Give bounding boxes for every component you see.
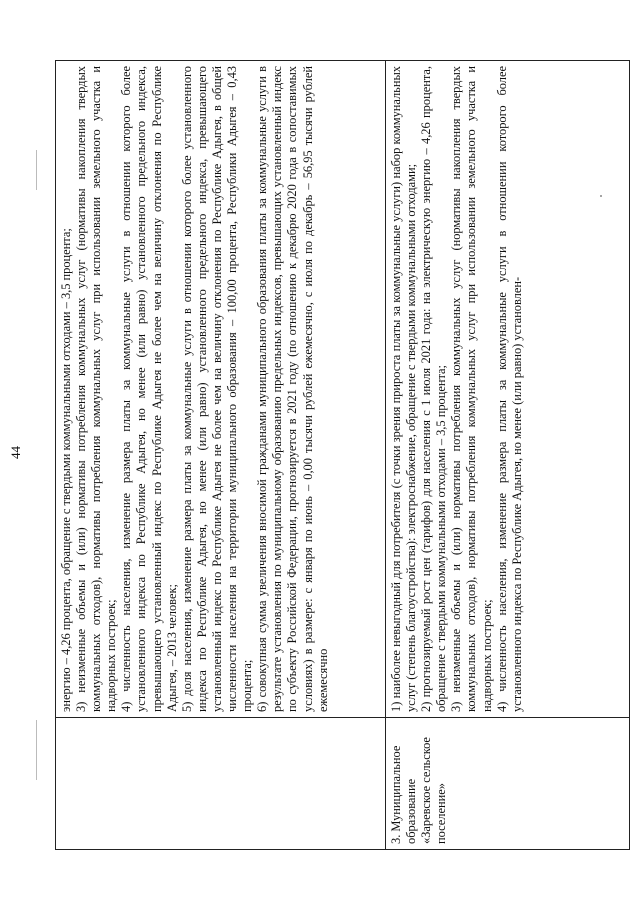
list-item: 4) численность населения, изменение размера платы за коммунальные услуги в отношении которого более установленного индекса по Республике Адыгея, но менее (или равно) установленного предельного индекса, превышающего установленный индекс по Республике Адыгея не более чем на величину отклонения по Республике Адыгея, – 2013 человек; [119, 66, 179, 712]
content-cell [56, 61, 386, 718]
scan-edge-mark [36, 720, 37, 780]
list-item: 3) неизменные объемы и (или) нормативы потребления коммунальных услуг (нормативы накопления твердых коммунальных отходов), нормативы потребления коммунальных услуг при использовании земельного участка и надворных построек; [449, 66, 494, 712]
table-row [56, 61, 386, 850]
list-item: 1) наиболее невыгодный для потребителя (с точки зрения прироста платы за коммунальные услуги) набор коммунальных услуг (степень благоустройства): электроснабжение, обращение с твердыми коммунальными отходами; [389, 66, 419, 712]
list-item: 3) неизменные объемы и (или) нормативы потребления коммунальных услуг (нормативы накопления твердых коммунальных отходов), нормативы потребления коммунальных услуг при использовании земельного участка и надворных построек; [74, 66, 119, 712]
entity-name-cell [386, 718, 630, 850]
scan-edge-mark [36, 150, 37, 190]
list-item: 2) прогнозируемый рост цен (тарифов) для населения с 1 июля 2021 года: на электрическую энергию – 4,26 процента, обращение с твердыми коммунальными отходами – 3,5 процента; [419, 66, 449, 712]
scan-dot [600, 195, 602, 197]
list-item: энергию – 4,26 процента, обращение с твердыми коммунальными отходами – 3,5 процента; [59, 228, 73, 712]
document-table [55, 60, 630, 850]
list-item: 5) доля населения, изменение размера платы за коммунальные услуги в отношении которого более установленного индекса по Республике Адыгея, но менее (или равно) установленного предельного индекса, превышающего установленный индекс по Республике Адыгея не более чем на величину отклонения по Республике Адыгея, в общей численности населения на территории муниципального образования – 100,00 процента, Республики Адыгея – 0,43 процента; [179, 66, 255, 712]
entity-name: 3. Муниципальное образование «Заревское сельское поселение» [389, 737, 449, 844]
table-row [386, 61, 630, 850]
page-number: 44 [8, 446, 23, 459]
list-item: 6) совокупная сумма увеличения вносимой гражданами муниципального образования платы за коммунальные услуги в результате установления по муниципальному образованию предельных индексов, превышающих установленный индекс по субъекту Российской Федерации, прогнозируется в 2021 году (по отношению к декабрю 2020 года в сопоставимых условиях) в размере: с января по июнь – 0,00 тысячи рублей ежемесячно, с июля по декабрь – 56,95 тысячи рублей ежемесячно [255, 66, 330, 712]
content-cell [386, 61, 630, 718]
entity-name-cell [56, 718, 386, 850]
list-item: 4) численность населения, изменение размера платы за коммунальные услуги в отношении которого более установленного индекса по Республике Адыгея, но менее (или равно) установлен- [494, 66, 524, 712]
